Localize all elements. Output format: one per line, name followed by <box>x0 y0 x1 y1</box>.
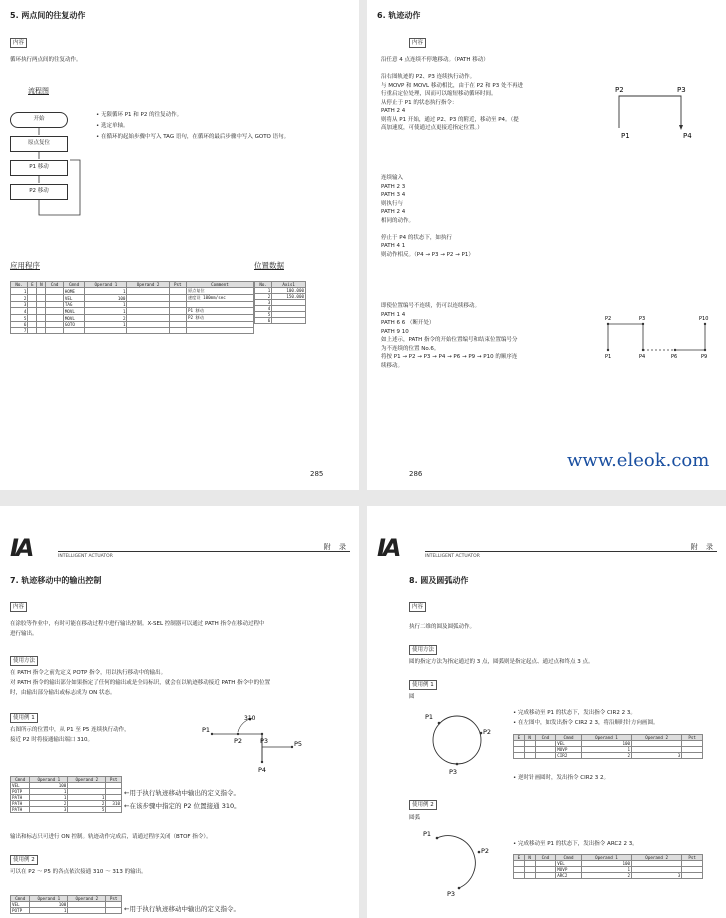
fig-p5: P5 <box>294 740 303 748</box>
example2-table <box>10 895 122 914</box>
usage-text: 圆的指定方法为指定通过的 3 点，圆弧则是指定起点、通过点和终点 3 点。 <box>409 659 594 665</box>
header-cell: N <box>524 735 535 741</box>
arc-p1: P1 <box>423 830 432 838</box>
flow-p1: P1 移动 <box>10 160 68 176</box>
table-cell <box>127 288 169 295</box>
table-cell <box>46 288 63 295</box>
header-cell: E <box>514 855 525 861</box>
header-cell: Operand 1 <box>581 735 631 741</box>
text-line <box>381 225 474 234</box>
watermark: www.eleok.com <box>567 450 710 471</box>
text-line: 行重启定位处理，因而可以缩短移动循环时间。 <box>381 91 497 97</box>
ia-logo: IA <box>10 534 32 562</box>
table-cell: 2 <box>30 801 68 807</box>
ex2-note: • 完成移动至 P1 的状态下，发出指令 ARC2 2 3。 <box>513 841 638 847</box>
table-row <box>11 908 122 914</box>
table-cell: TAG <box>63 302 84 308</box>
text-line: 沿右图轨迹的 P2、P3 连续执行动作。 <box>381 74 476 80</box>
flow-p2: P2 移动 <box>10 184 68 200</box>
table-cell <box>169 328 186 334</box>
table-row <box>514 873 703 879</box>
header-cell: Cmnd <box>556 855 582 861</box>
flowchart-label: 流程图 <box>28 87 49 95</box>
table-cell: 1 <box>85 302 127 308</box>
text-line: PATH 6 6 （断开处） <box>381 320 435 326</box>
header-cell: Operand 1 <box>30 896 68 902</box>
header-cell: Cnd <box>535 735 556 741</box>
circle-p1: P1 <box>425 713 434 721</box>
table-cell: 100 <box>85 295 127 302</box>
table-cell <box>535 753 556 759</box>
header-cell: Cmnd <box>63 282 84 288</box>
page-286 <box>367 0 726 490</box>
table-cell <box>106 807 122 813</box>
text-line: 如上述示，PATH 指令的开始位置编号和结束位置编号分 <box>381 337 518 343</box>
example2-label: 圆弧 <box>409 815 421 821</box>
table-cell: 4 <box>11 308 28 315</box>
table-cell: PATH <box>11 807 30 813</box>
header-cell: E <box>514 735 525 741</box>
table-cell <box>682 753 703 759</box>
header-cell: Operand 1 <box>85 282 127 288</box>
table-cell: MOVL <box>63 308 84 315</box>
fig2-p4: P4 <box>639 354 646 360</box>
table-cell <box>127 315 169 322</box>
table-cell: 100 <box>30 902 68 908</box>
section-title: 6. 轨迹动作 <box>377 11 421 20</box>
table-cell: 3 <box>632 873 682 879</box>
text-line: 即使位置编号不连续，仍可以连续移动。 <box>381 303 481 309</box>
table-cell: VEL <box>11 783 30 789</box>
text-line: 连续输入 <box>381 175 404 181</box>
circle-p3: P3 <box>449 768 458 776</box>
program-table <box>10 281 254 334</box>
header-cell: Cmnd <box>11 896 30 902</box>
table-cell: 1 <box>85 322 127 328</box>
header-cell: E <box>28 282 37 288</box>
text-block-3 <box>381 302 518 370</box>
circle-table <box>513 734 703 759</box>
table-cell <box>169 295 186 302</box>
note-1: • 无限循环 P1 和 P2 的往复动作。 <box>96 112 183 118</box>
table-row <box>11 308 254 315</box>
flow-home: 原点复位 <box>10 136 68 152</box>
ex1-note-1: • 完成移动至 P1 的状态下，发出指令 CIR2 2 3。 <box>513 710 636 716</box>
table-cell <box>28 315 37 322</box>
header-cell: N <box>524 855 535 861</box>
table-cell: 1 <box>85 308 127 315</box>
table-cell <box>127 295 169 302</box>
table-cell <box>37 288 46 295</box>
table-cell <box>514 873 525 879</box>
example1-tag: 使用例 1 <box>409 680 437 690</box>
header-rule <box>425 551 717 552</box>
text-block-1 <box>381 56 523 133</box>
text-line: 将按 P1 → P2 → P3 → P4 → P6 → P9 → P10 的顺序连 <box>381 354 518 360</box>
table-cell: 5 <box>68 807 106 813</box>
fig2-p6: P6 <box>671 354 678 360</box>
content-text: 执行二维的圆及圆弧动作。 <box>409 624 476 630</box>
table-cell <box>524 753 535 759</box>
table-cell: P2 移动 <box>186 315 253 322</box>
note-2: • 选定单轴。 <box>96 123 129 129</box>
table-row <box>11 288 254 295</box>
section-title: 8. 圆及圆弧动作 <box>409 576 469 585</box>
example2-tag: 使用例 2 <box>10 855 38 865</box>
content-tag: 内容 <box>10 602 27 612</box>
table-cell <box>37 308 46 315</box>
table-cell: 1 <box>30 908 68 914</box>
table-cell <box>524 873 535 879</box>
table-cell: 1 <box>581 867 631 873</box>
table-cell: 2 <box>11 295 28 302</box>
table-row <box>11 807 122 813</box>
table-row <box>11 315 254 322</box>
table-row <box>514 753 703 759</box>
table-cell: 2 <box>68 801 106 807</box>
table-row <box>255 318 306 324</box>
table-cell <box>28 295 37 302</box>
fig-p2: P2 <box>234 737 243 745</box>
text-block-2 <box>381 174 474 259</box>
header-cell: Pst <box>106 777 122 783</box>
table-row <box>11 295 254 302</box>
after-note: 输出和标志只可进行 ON 控制。轨迹动作完成后，请通过程序关闭（BTOF 指令）。 <box>10 834 212 840</box>
text-line: PATH 1 4 <box>381 311 406 318</box>
usage-tag: 使用方法 <box>10 656 38 666</box>
table-cell: CIR2 <box>556 753 582 759</box>
table-cell: POTP <box>11 908 30 914</box>
arrow-note-3: ←用于执行轨迹移动中输出的定义指令。 <box>124 905 240 913</box>
text-line: 停止于 P4 的状态下，如执行 <box>381 234 452 241</box>
header-cell: Operand 2 <box>68 777 106 783</box>
header-cell: Comment <box>186 282 253 288</box>
header-cell: Cnd <box>46 282 63 288</box>
page-287 <box>0 506 359 918</box>
content-line-2: 进行输出。 <box>10 631 38 637</box>
usage-line-2: 对 PATH 指令的输出部分如果指定了任何的输出或是全局标识，就会在以轨迹移动接近 PATH 指令中的位置 <box>10 680 271 686</box>
table-cell: 7 <box>11 328 28 334</box>
table-cell: VEL <box>556 741 582 747</box>
circle-p2: P2 <box>483 728 492 736</box>
table-cell <box>535 873 556 879</box>
appendix-label: 附 录 <box>690 543 716 551</box>
content-tag: 内容 <box>409 38 426 48</box>
example2-text: 可以在 P2 ～ P5 的各点依次接通 310 ～ 313 的输出。 <box>10 869 147 875</box>
text-line: 则将从 P1 开始，通过 P2、P3 的附近，移动至 P4。（提 <box>381 116 519 123</box>
table-cell <box>127 308 169 315</box>
table-cell <box>682 873 703 879</box>
table-cell <box>169 308 186 315</box>
header-cell: Operand 2 <box>632 855 682 861</box>
table-cell <box>28 328 37 334</box>
example1-table <box>10 776 122 813</box>
table-cell: 2 <box>581 873 631 879</box>
table-cell <box>37 315 46 322</box>
table-cell: VEL <box>11 902 30 908</box>
text-line <box>381 65 523 74</box>
table-cell: 1 <box>11 288 28 295</box>
table-cell: 5 <box>11 315 28 322</box>
header-rule <box>58 551 350 552</box>
fig-p4: P4 <box>258 766 267 774</box>
table-cell <box>46 308 63 315</box>
page-number: 285 <box>310 470 324 478</box>
fig1-p2: P2 <box>615 86 624 94</box>
fig1-p3: P3 <box>677 86 686 94</box>
logo-text: INTELLIGENT ACTUATOR <box>425 554 480 559</box>
path-figure-1 <box>611 86 711 146</box>
header-cell: Cnd <box>535 855 556 861</box>
circle-figure <box>423 706 503 776</box>
note-3: • 在循环的起始步骤中写入 TAG 语句，在循环的最后步骤中写入 GOTO 语句。 <box>96 134 290 140</box>
table-cell <box>68 908 106 914</box>
fig1-p4: P4 <box>683 132 692 140</box>
page-285 <box>0 0 359 490</box>
table-cell: 150.000 <box>272 294 306 300</box>
table-cell: 3 <box>30 807 68 813</box>
arc-table <box>513 854 703 879</box>
table-cell: 4 <box>255 306 272 312</box>
header-cell: N <box>37 282 46 288</box>
table-cell <box>46 328 63 334</box>
table-cell: 100 <box>581 741 631 747</box>
content-tag: 内容 <box>409 602 426 612</box>
table-cell: 1 <box>85 288 127 295</box>
table-cell: 2 <box>255 294 272 300</box>
ex1-note-3: • 逆时针画圆时，发出指令 CIR2 3 2。 <box>513 775 610 781</box>
text-line: 续移动。 <box>381 362 404 369</box>
example2-tag: 使用例 2 <box>409 800 437 810</box>
example1-line-2: 接近 P2 时将接通输出端口 310。 <box>10 737 94 743</box>
usage-line-1: 在 PATH 指令之前先定义 POTP 指令，用以执行移动中的输出。 <box>10 670 167 676</box>
fig-310: 310 <box>244 715 256 722</box>
page-288 <box>367 506 726 918</box>
arc-p2: P2 <box>481 847 490 855</box>
table-cell: MOVL <box>63 315 84 322</box>
table-cell: 1 <box>255 288 272 294</box>
fig-p3: P3 <box>260 737 269 745</box>
table-cell: ARC2 <box>556 873 582 879</box>
text-line: PATH 9 10 <box>381 328 409 335</box>
table-cell: MOVP <box>556 747 582 753</box>
table-cell <box>46 315 63 322</box>
arc-figure <box>423 826 503 896</box>
table-cell <box>272 318 306 324</box>
header-cell: Cmnd <box>11 777 30 783</box>
flow-start: 开始 <box>10 112 68 128</box>
path-figure-2 <box>605 316 715 366</box>
table-cell <box>63 328 84 334</box>
arrow-note-1: ←用于执行轨迹移动中输出的定义指令。 <box>124 789 240 797</box>
table-cell: MOVP <box>556 867 582 873</box>
table-cell: PATH <box>11 795 30 801</box>
example1-line-1: 右图所示的位置中，从 P1 至 P5 连续执行动作， <box>10 727 130 733</box>
table-cell: 1 <box>68 795 106 801</box>
table-cell <box>85 328 127 334</box>
text-line: 从停止于 P1 的状态执行指令： <box>381 99 458 106</box>
table-cell: VEL <box>63 295 84 302</box>
fig-p1: P1 <box>202 726 211 734</box>
text-line: 高加速度，可使通过点更接近指定位置。） <box>381 125 483 131</box>
table-cell: PATH <box>11 801 30 807</box>
output-figure <box>202 716 312 776</box>
text-line: PATH 2 4 <box>381 108 406 114</box>
table-cell: POTP <box>11 789 30 795</box>
text-line: 与 MOVP 和 MOVL 移动相比，由于在 P2 和 P3 处不再进 <box>381 82 523 89</box>
text-line: 沿任意 4 点连续不停地移动。（PATH 移动） <box>381 57 489 63</box>
header-cell: Pst <box>682 855 703 861</box>
table-cell: 100.000 <box>272 288 306 294</box>
usage-line-3: 时，由输出部分输出或标志成为 ON 状态。 <box>10 690 116 696</box>
description: 循环执行两点间的往复动作。 <box>10 57 82 63</box>
ex1-note-2: • 在左图中，如发出指令 CIR2 2 3，将沿顺时针方向画圆。 <box>513 720 659 726</box>
position-table <box>254 281 306 324</box>
table-cell: 310 <box>106 801 122 807</box>
arc-p3: P3 <box>447 890 456 898</box>
text-line: 相同的动作。 <box>381 217 415 224</box>
header-cell: Operand 1 <box>30 777 68 783</box>
usage-tag: 使用方法 <box>409 645 437 655</box>
header-cell: Pst <box>682 735 703 741</box>
section-title: 5. 两点间的往复动作 <box>10 11 86 20</box>
table-cell <box>28 308 37 315</box>
arrow-note-2: ←在该步骤中指定的 P2 位置接通 310。 <box>124 802 241 810</box>
header-cell: Operand 2 <box>632 735 682 741</box>
table-cell <box>37 295 46 302</box>
fig2-p3: P3 <box>639 316 646 322</box>
table-cell <box>28 288 37 295</box>
table-cell <box>514 753 525 759</box>
fig2-p1: P1 <box>605 354 612 360</box>
table-cell <box>169 288 186 295</box>
text-line: 则动作相反。（P4 → P3 → P2 → P1） <box>381 251 474 258</box>
table-cell: GOTO <box>63 322 84 328</box>
pos-label: 位置数据 <box>254 261 284 270</box>
text-line: PATH 2 3 <box>381 183 406 190</box>
content-tag: 内容 <box>10 38 27 48</box>
table-cell: 3 <box>632 753 682 759</box>
table-cell: 3 <box>255 300 272 306</box>
table-cell: 6 <box>255 318 272 324</box>
table-cell: VEL <box>556 861 582 867</box>
app-label: 应用程序 <box>10 261 40 270</box>
table-cell: 速度设 100mm/sec <box>186 295 253 302</box>
text-line: PATH 3 4 <box>381 192 406 198</box>
text-line: 则执行与 <box>381 200 404 207</box>
header-cell: Axis1 <box>272 282 306 288</box>
table-row <box>11 328 254 334</box>
logo-text: INTELLIGENT ACTUATOR <box>58 554 113 559</box>
text-line: PATH 2 4 <box>381 209 406 215</box>
table-cell <box>106 908 122 914</box>
section-title: 7. 轨迹移动中的输出控制 <box>10 576 102 585</box>
table-cell: 100 <box>30 783 68 789</box>
example1-tag: 使用例 1 <box>10 713 38 723</box>
fig1-p1: P1 <box>621 132 630 140</box>
appendix-label: 附 录 <box>323 543 349 551</box>
header-cell: No. <box>11 282 28 288</box>
text-line: 为不连续的位置 No.6。 <box>381 345 440 352</box>
content-line-1: 在涂胶等作业中，有时可能在移动过程中进行输出控制。X-SEL 控制器可以通过 PATH 指令在移动过程中 <box>10 621 265 627</box>
header-cell: Operand 2 <box>127 282 169 288</box>
fig2-p2: P2 <box>605 316 612 322</box>
table-cell <box>46 295 63 302</box>
fig2-p9: P9 <box>701 354 708 360</box>
table-cell: 原点复位 <box>186 288 253 295</box>
table-cell: 3 <box>11 302 28 308</box>
header-cell: Operand 1 <box>581 855 631 861</box>
header-cell: Pst <box>169 282 186 288</box>
table-cell <box>37 328 46 334</box>
fig2-p10: P10 <box>699 316 709 322</box>
table-cell: 1 <box>30 789 68 795</box>
table-cell <box>186 328 253 334</box>
example1-label: 圆 <box>409 694 415 700</box>
header-cell: Pst <box>106 896 122 902</box>
table-cell: 2 <box>581 753 631 759</box>
table-cell: 5 <box>255 312 272 318</box>
ia-logo: IA <box>377 534 399 562</box>
table-cell <box>127 328 169 334</box>
table-cell: 6 <box>11 322 28 328</box>
text-line: PATH 4 1 <box>381 243 406 249</box>
table-cell: 100 <box>581 861 631 867</box>
table-cell: P1 移动 <box>186 308 253 315</box>
table-cell: HOME <box>63 288 84 295</box>
table-cell: 1 <box>30 795 68 801</box>
header-cell: Operand 2 <box>68 896 106 902</box>
table-cell <box>169 315 186 322</box>
page-number: 286 <box>409 470 423 478</box>
table-cell: 1 <box>581 747 631 753</box>
header-cell: Cmnd <box>556 735 582 741</box>
table-cell: 2 <box>85 315 127 322</box>
header-cell: No. <box>255 282 272 288</box>
